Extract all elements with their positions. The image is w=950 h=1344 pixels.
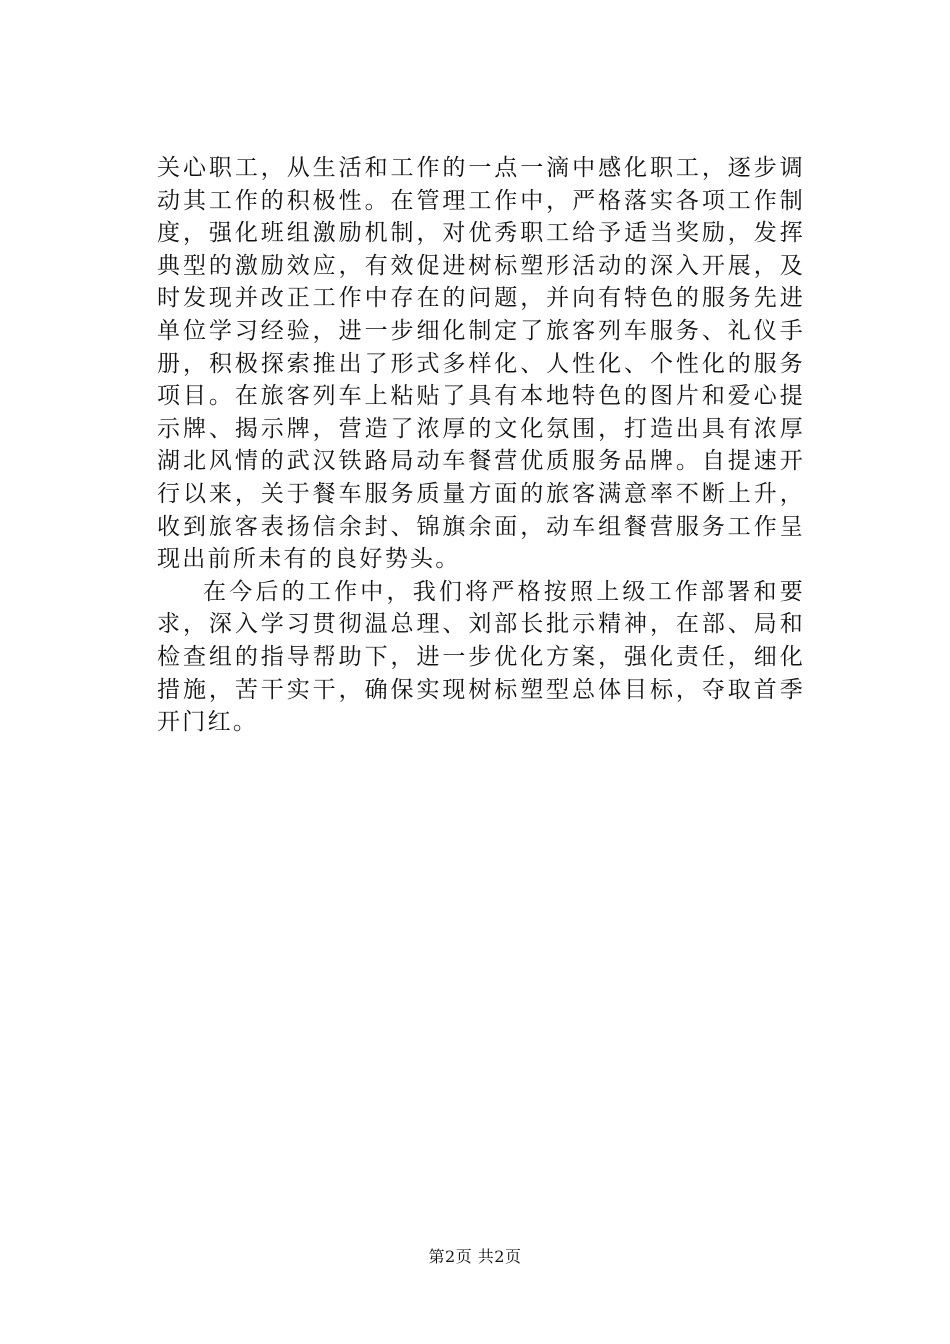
body-paragraph-continued: 关心职工，从生活和工作的一点一滴中感化职工，逐步调动其工作的积极性。在管理工作中，严格落实各项工作制度，强化班组激励机制，对优秀职工给予适当奖励，发挥典型的激励效应，有效促进树标塑形活动的深入开展，及时发现并改正工作中存在的问题，并向有特色的服务先进单位学习经验，进一步细化制定了旅客列车服务、礼仪手册，积极探索推出了形式多样化、人性化、个性化的服务项目。在旅客列车上粘贴了具有本地特色的图片和爱心提示牌、揭示牌，营造了浓厚的文化氛围，打造出具有浓厚湖北风情的武汉铁路局动车餐营优质服务品牌。自提速开行以来，关于餐车服务质量方面的旅客满意率不断上升，收到旅客表扬信余封、锦旗余面，动车组餐营服务工作呈现出前所未有的良好势头。: [157, 155, 805, 573]
document-body: [157, 152, 805, 739]
page-number-footer: 第2页 共2页: [428, 1247, 522, 1266]
body-paragraph-closing: 在今后的工作中，我们将严格按照上级工作部署和要求，深入学习贯彻温总理、刘部长批示精神，在部、局和检查组的指导帮助下，进一步优化方案，强化责任，细化措施，苦干实干，确保实现树标塑型总体目标，夺取首季开门红。: [157, 578, 805, 736]
